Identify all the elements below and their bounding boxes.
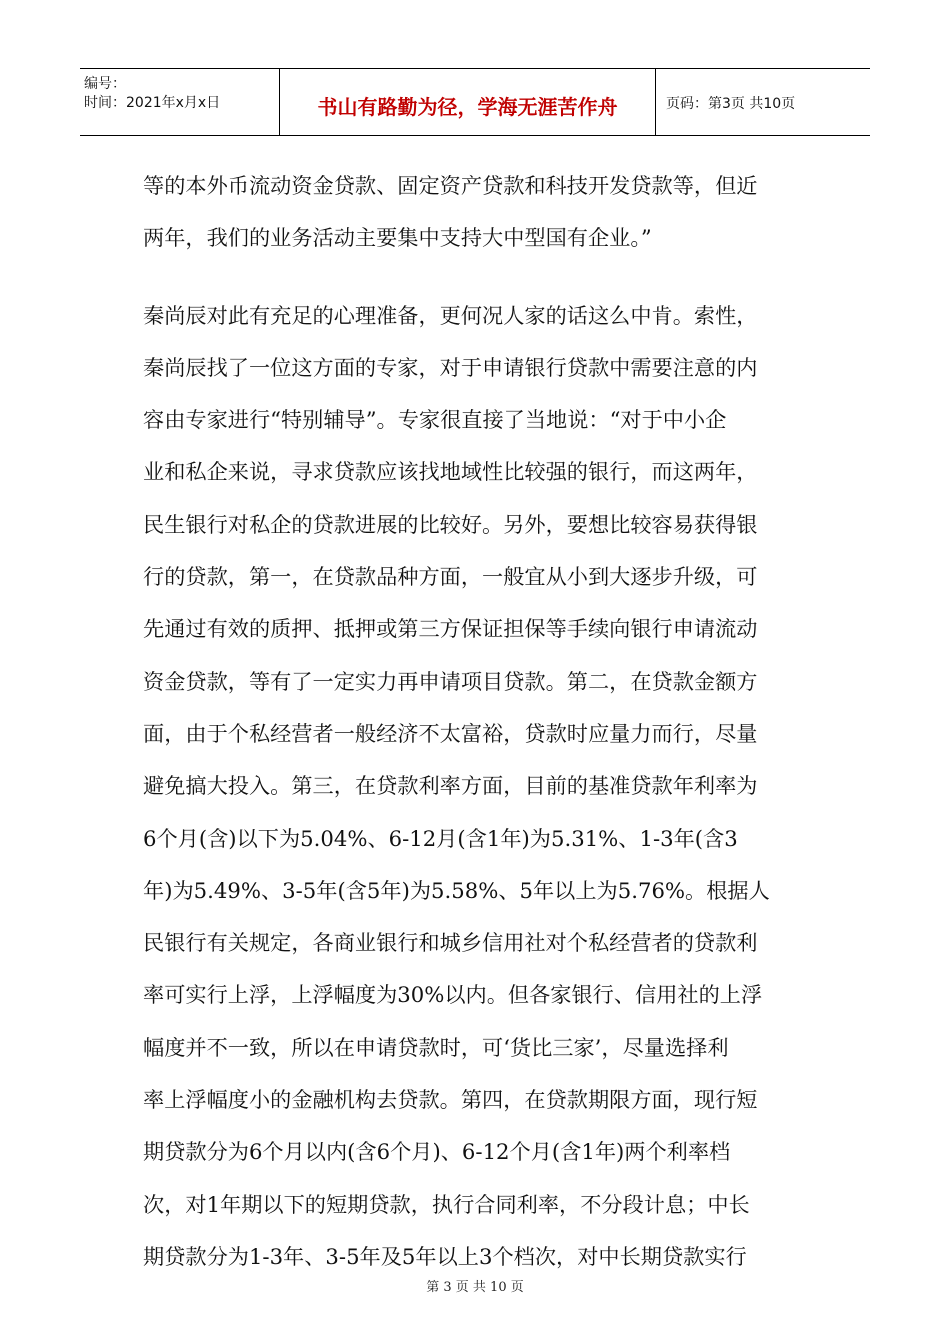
text-line: 行的贷款，第一，在贷款品种方面，一般宜从小到大逐步升级，可 (143, 564, 758, 590)
text-line: 率可实行上浮，上浮幅度为30%以内。但各家银行、信用社的上浮 (143, 982, 763, 1008)
paragraph-1 (143, 160, 803, 265)
text-line: 年)为5.49%、3-5年(含5年)为5.58%、5年以上为5.76%。根据人 (143, 877, 770, 903)
header-page-cell (656, 69, 870, 135)
document-header (80, 68, 870, 136)
text-line: 期贷款分为6个月以内(含6个月)、6-12个月(含1年)两个利率档 (143, 1139, 731, 1165)
serial-number-label: 编号： (84, 76, 126, 92)
text-line: 民银行有关规定，各商业银行和城乡信用社对个私经营者的贷款利 (143, 930, 758, 956)
header-meta-cell (80, 69, 280, 135)
text-line: 避免搞大投入。第三，在贷款利率方面，目前的基准贷款年利率为 (143, 773, 758, 799)
text-line: 率上浮幅度小的金融机构去贷款。第四，在贷款期限方面，现行短 (143, 1087, 758, 1113)
text-line: 等的本外币流动资金贷款、固定资产贷款和科技开发贷款等，但近 (143, 173, 758, 198)
header-page-info: 页码：第3页 共10页 (666, 96, 796, 112)
paragraph-gap (143, 265, 803, 290)
text-line: 幅度并不一致，所以在申请贷款时，可‘货比三家’，尽量选择利 (143, 1034, 729, 1060)
date-label: 时间：2021年x月x日 (84, 95, 221, 111)
text-line: 秦尚辰找了一位这方面的专家，对于申请银行贷款中需要注意的内 (143, 354, 758, 380)
text-line: 资金贷款，等有了一定实力再申请项目贷款。第二，在贷款金额方 (143, 668, 758, 694)
text-line: 面，由于个私经营者一般经济不太富裕，贷款时应量力而行，尽量 (143, 720, 758, 746)
text-line: 先通过有效的质押、抵押或第三方保证担保等手续向银行申请流动 (143, 616, 758, 642)
header-motto-cell (280, 69, 656, 135)
text-line: 秦尚辰对此有充足的心理准备，更何况人家的话这么中肯。索性， (143, 302, 758, 328)
paragraph-2 (143, 290, 803, 1284)
text-line: 次，对1年期以下的短期贷款，执行合同利率，不分段计息；中长 (143, 1191, 750, 1217)
document-body (143, 160, 803, 1283)
motto-text: 书山有路勤为径，学海无涯苦作舟 (317, 95, 618, 119)
text-line: 两年，我们的业务活动主要集中支持大中型国有企业。” (143, 225, 652, 251)
page-footer: 第 3 页 共 10 页 (426, 1280, 524, 1295)
text-line: 期贷款分为1-3年、3-5年及5年以上3个档次，对中长期贷款实行 (143, 1243, 747, 1269)
text-line: 业和私企来说，寻求贷款应该找地域性比较强的银行，而这两年， (143, 459, 758, 485)
text-line: 民生银行对私企的贷款进展的比较好。另外，要想比较容易获得银 (143, 511, 758, 537)
text-line: 容由专家进行“特别辅导”。专家很直接了当地说：“对于中小企 (143, 407, 727, 433)
text-line: 6个月(含)以下为5.04%、6-12月(含1年)为5.31%、1-3年(含3 (143, 825, 738, 851)
